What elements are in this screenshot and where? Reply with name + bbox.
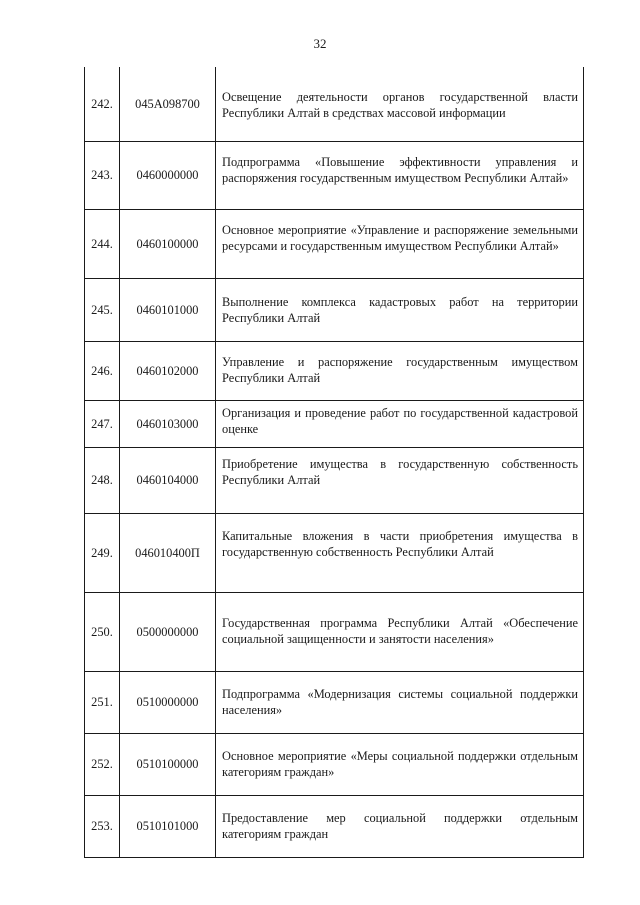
table-row (85, 278, 584, 341)
table-row (85, 209, 584, 278)
table-row (85, 447, 584, 513)
row-name: Организация и проведение работ по государственной кадастровой оценке (216, 400, 584, 447)
row-name: Приобретение имущества в государственную собственность Республики Алтай (216, 447, 584, 513)
table-row (85, 592, 584, 671)
row-code: 0460102000 (120, 341, 216, 400)
table-row (85, 141, 584, 209)
row-number: 246. (85, 341, 120, 400)
row-code: 0510100000 (120, 733, 216, 795)
row-code: 0460103000 (120, 400, 216, 447)
row-name: Подпрограмма «Повышение эффективности управления и распоряжения государственным имуществом Республики Алтай» (216, 141, 584, 209)
row-number: 245. (85, 278, 120, 341)
row-code: 0500000000 (120, 592, 216, 671)
row-name: Основное мероприятие «Меры социальной поддержки отдельным категориям граждан» (216, 733, 584, 795)
row-name: Государственная программа Республики Алтай «Обеспечение социальной защищенности и занятости населения» (216, 592, 584, 671)
row-name: Выполнение комплекса кадастровых работ на территории Республики Алтай (216, 278, 584, 341)
table-row (85, 671, 584, 733)
row-number: 242. (85, 67, 120, 141)
row-code: 046010400П (120, 513, 216, 592)
row-number: 248. (85, 447, 120, 513)
row-code: 045А098700 (120, 67, 216, 141)
table-row (85, 67, 584, 141)
row-number: 251. (85, 671, 120, 733)
row-code: 0460104000 (120, 447, 216, 513)
row-number: 244. (85, 209, 120, 278)
row-name: Подпрограмма «Модернизация системы социальной поддержки населения» (216, 671, 584, 733)
row-name: Освещение деятельности органов государственной власти Республики Алтай в средствах массовой информации (216, 67, 584, 141)
table-row (85, 795, 584, 857)
row-number: 243. (85, 141, 120, 209)
row-code: 0460000000 (120, 141, 216, 209)
row-code: 0460101000 (120, 278, 216, 341)
row-name: Основное мероприятие «Управление и распоряжение земельными ресурсами и государственным имуществом Республики Алтай» (216, 209, 584, 278)
row-number: 252. (85, 733, 120, 795)
row-name: Капитальные вложения в части приобретения имущества в государственную собственность Республики Алтай (216, 513, 584, 592)
row-number: 247. (85, 400, 120, 447)
row-number: 253. (85, 795, 120, 857)
row-name: Управление и распоряжение государственным имуществом Республики Алтай (216, 341, 584, 400)
row-number: 249. (85, 513, 120, 592)
row-code: 0510101000 (120, 795, 216, 857)
page-number: 32 (313, 36, 327, 51)
table-row (85, 400, 584, 447)
row-number: 250. (85, 592, 120, 671)
table-row (85, 341, 584, 400)
budget-codes-table (84, 67, 584, 858)
table-row (85, 733, 584, 795)
row-code: 0510000000 (120, 671, 216, 733)
table-row (85, 513, 584, 592)
row-code: 0460100000 (120, 209, 216, 278)
row-name: Предоставление мер социальной поддержки отдельным категориям граждан (216, 795, 584, 857)
